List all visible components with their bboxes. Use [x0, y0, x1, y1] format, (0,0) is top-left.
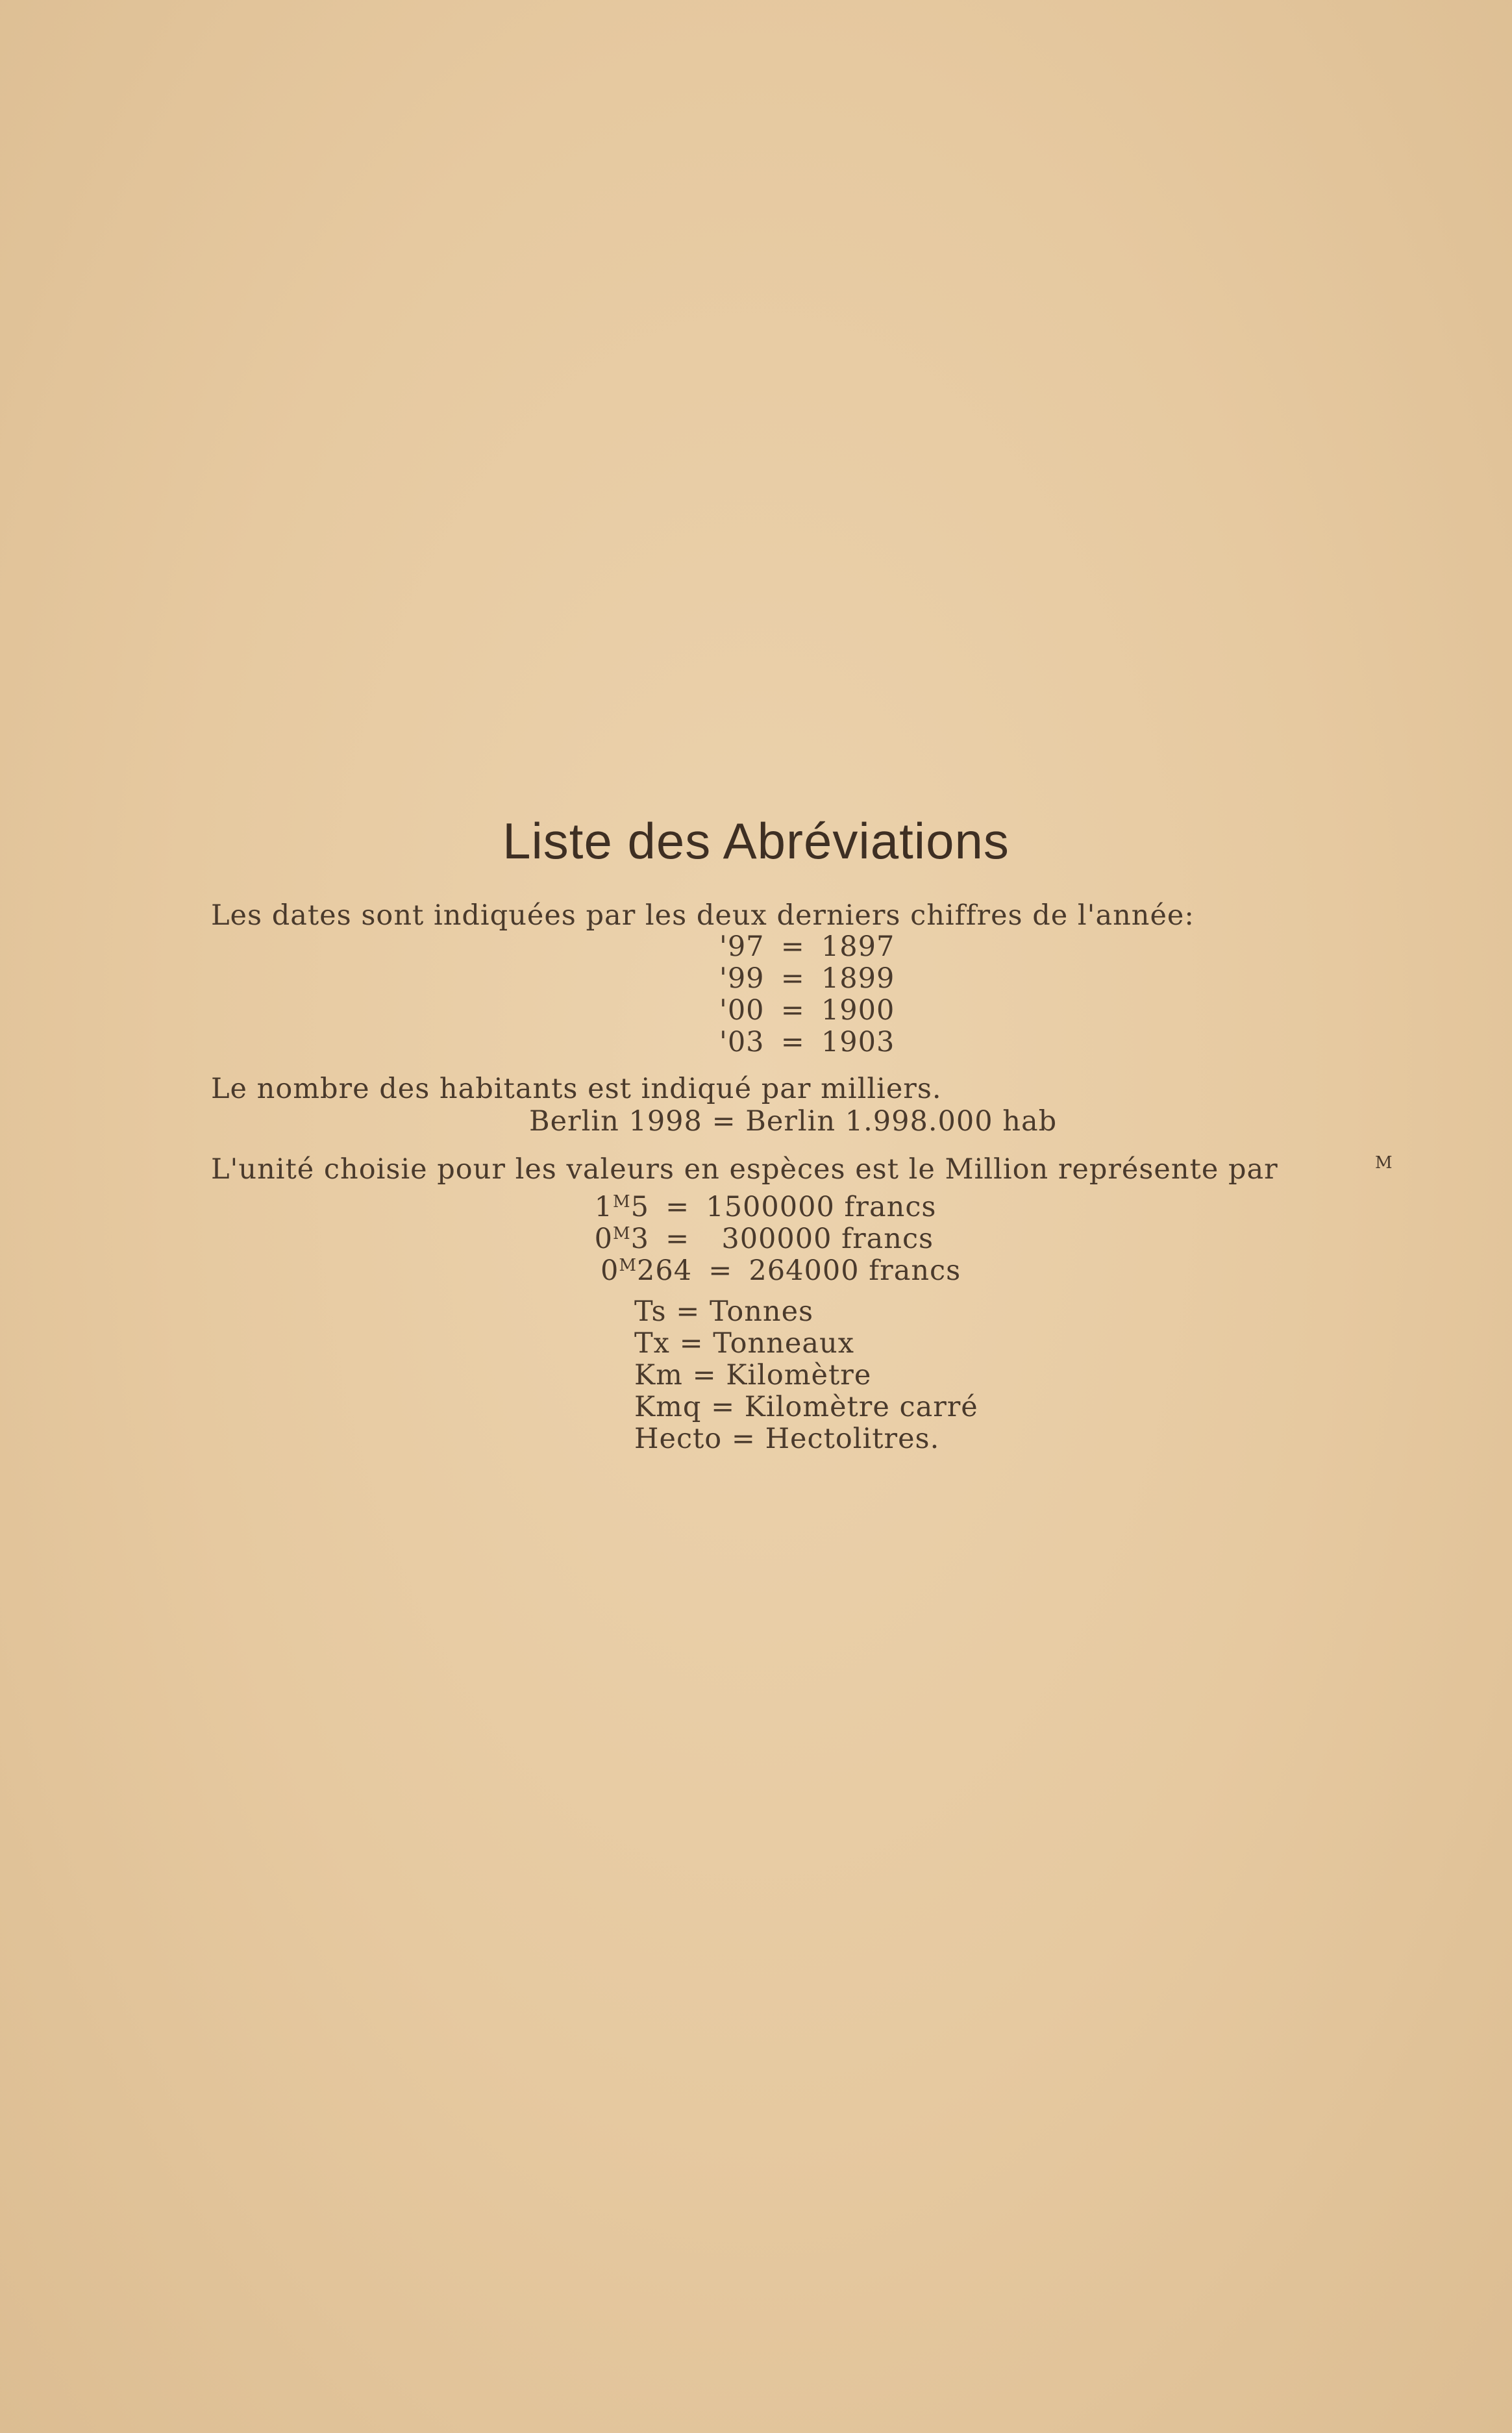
value-integer: 1	[594, 1191, 613, 1223]
date-item	[719, 994, 895, 1027]
million-marker: M	[1375, 1153, 1393, 1173]
dates-intro: Les dates sont indiquées par les deux derniers chiffres de l'année:	[211, 899, 1195, 932]
value-integer: 0	[594, 1223, 613, 1255]
unit-item: Ts = Tonnes	[634, 1295, 814, 1328]
value-item	[601, 1249, 961, 1287]
value-decimal: 3	[630, 1223, 649, 1255]
date-item	[719, 1026, 895, 1058]
unit-item: Tx = Tonneaux	[634, 1327, 854, 1360]
date-abbr: '00	[719, 994, 765, 1027]
date-abbr: '99	[719, 962, 765, 995]
date-item	[719, 930, 895, 963]
habitants-example: Berlin 1998 = Berlin 1.998.000 hab	[529, 1105, 1058, 1138]
value-decimal: 264	[636, 1254, 693, 1287]
equals-sign: =	[665, 1191, 690, 1223]
equals-sign: =	[780, 1026, 805, 1058]
million-marker: M	[613, 1224, 631, 1243]
value-integer: 0	[601, 1254, 619, 1287]
date-value: 1903	[821, 1026, 895, 1058]
value-decimal: 5	[630, 1191, 649, 1223]
date-value: 1899	[821, 962, 895, 995]
unit-item: Kmq = Kilomètre carré	[634, 1391, 978, 1423]
value-result: 1500000 francs	[706, 1191, 937, 1223]
habitants-intro: Le nombre des habitants est indiqué par milliers.	[211, 1073, 942, 1105]
unit-item: Hecto = Hectolitres.	[634, 1423, 940, 1455]
equals-sign: =	[780, 994, 805, 1027]
million-marker: M	[619, 1256, 637, 1275]
equals-sign: =	[780, 962, 805, 995]
equals-sign: =	[665, 1223, 690, 1255]
unit-item: Km = Kilomètre	[634, 1359, 872, 1391]
equals-sign: =	[780, 930, 805, 963]
equals-sign: =	[708, 1254, 733, 1287]
date-abbr: '97	[719, 930, 765, 963]
date-value: 1897	[821, 930, 895, 963]
date-abbr: '03	[719, 1026, 765, 1058]
date-value: 1900	[821, 994, 895, 1027]
date-item	[719, 962, 895, 995]
page-title: Liste des Abréviations	[502, 812, 1010, 869]
value-result: 300000 francs	[721, 1223, 934, 1255]
value-result: 264000 francs	[749, 1254, 961, 1287]
million-marker: M	[613, 1192, 631, 1212]
valeurs-intro: L'unité choisie pour les valeurs en espèces est le Million représente par	[211, 1153, 1278, 1186]
